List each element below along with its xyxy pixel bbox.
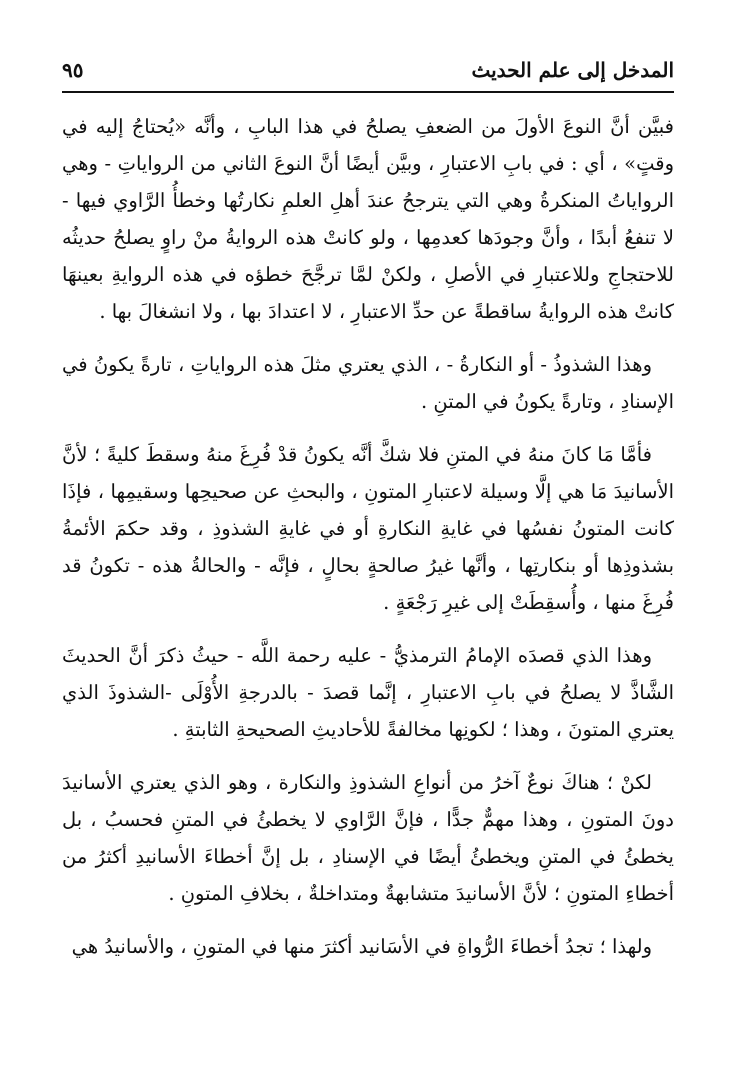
- page-number: ٩٥: [62, 58, 84, 82]
- paragraph-1: فبيَّن أنَّ النوعَ الأولَ من الضعفِ يصلحُ في هذا البابِ ، وأنَّه «يُحتاجُ إليه في وقتٍ» ، أي : في بابِ الاعتبارِ ، وبيَّن أيضًا أنَّ النوعَ الثاني من الرواياتِ - وهي الرواياتُ المنكرةُ وهي التي يترجحُ عندَ أهلِ العلمِ نكارتُها وخطأُ الرَّاوي فيها - لا تنفعُ أبدًا ، وأنَّ وجودَها كعدمِها ، ولو كانتْ هذه الروايةُ منْ راوٍ يصلحُ حديثُه للاحتجاجِ وللاعتبارِ في الأصلِ ، ولكنْ لمَّا ترجَّحَ خطؤه في هذه الروايةِ بعينهَا كانتْ هذه الروايةُ ساقطةً عن حدِّ الاعتبارِ ، لا اعتدادَ بها ، ولا انشغالَ بها .: [62, 115, 674, 323]
- running-title: المدخل إلى علم الحديث: [471, 58, 674, 82]
- paragraph-6: ولهذا ؛ تجدُ أخطاءَ الرُّواةِ في الأسَانيد أكثرَ منها في المتونِ ، والأسانيدُ هي: [71, 935, 652, 958]
- page-header: [62, 52, 674, 92]
- header-rule: [62, 91, 674, 93]
- paragraph-4: وهذا الذي قصدَه الإمامُ الترمذيُّ - عليه رحمة اللَّه - حيثُ ذكرَ أنَّ الحديثَ الشَّاذَّ لا يصلحُ في بابِ الاعتبارِ ، إنَّما قصدَ - بالدرجةِ الأُوْلَى -الشذوذَ الذي يعتري المتونَ ، وهذا ؛ لكونِها مخالفةً للأحاديثِ الصحيحةِ الثابتةِ .: [62, 644, 674, 741]
- paragraph-5: لكنْ ؛ هناكَ نوعٌ آخرُ من أنواعِ الشذوذِ والنكارة ، وهو الذي يعتري الأسانيدَ دونَ المتونِ ، وهذا مهمٌّ جدًّا ، فإنَّ الرَّاوي لا يخطئُ في المتنِ فحسبُ ، بل يخطئُ في المتنِ ويخطئُ أيضًا في الإسنادِ ، بل إنَّ أخطاءَ الأسانيدِ أكثرُ من أخطاءِ المتونِ ؛ لأنَّ الأسانيدَ متشابهةٌ ومتداخلةٌ ، بخلافِ المتونِ .: [62, 771, 674, 905]
- paragraph-2: وهذا الشذوذُ - أو النكارةُ - ، الذي يعتري مثلَ هذه الرواياتِ ، تارةً يكونُ في الإسنادِ ، وتارةً يكونُ في المتنِ .: [62, 353, 674, 413]
- paragraph-3: فأمَّا مَا كانَ منهُ في المتنِ فلا شكَّ أنَّه يكونُ قدْ فُرِغَ منهُ وسقطَ كليةً ؛ لأنَّ الأسانيدَ مَا هي إلَّا وسيلة لاعتبارِ المتونِ ، والبحثِ عن صحيحِها وسقيمِها ، فإذَا كانت المتونُ نفسُها في غايةِ النكارةِ أو في غايةِ الشذوذِ ، وقد حكمَ الأئمةُ بشذوذِها أو بنكارتِها ، وأنَّها غيرُ صالحةٍ بحالٍ ، فإنَّه - والحالةُ هذه - تكونُ قد فُرِغَ منها ، وأُسقِطَتْ إلى غيرِ رَجْعَةٍ .: [62, 443, 674, 614]
- page-body: [62, 108, 674, 981]
